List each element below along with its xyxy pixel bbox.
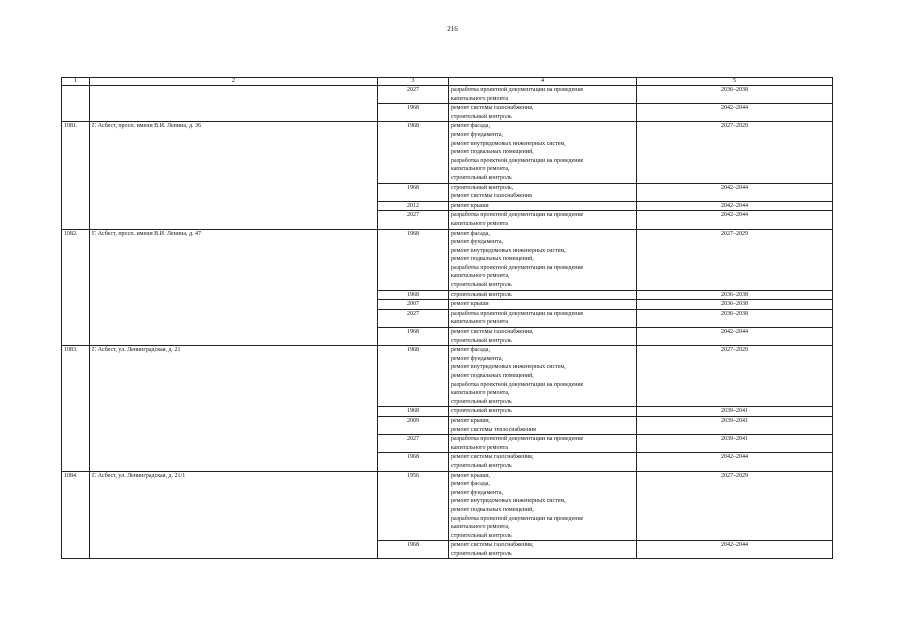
period-cell: 2036–2038	[637, 300, 833, 310]
year-cell: 1956	[378, 471, 449, 541]
building-number	[62, 86, 90, 122]
building-address	[90, 86, 378, 122]
year-cell: 2027	[378, 309, 449, 327]
work-types-cell: строительный контроль	[449, 290, 637, 300]
work-types-cell: ремонт крыши, ремонт системы теплоснабжения	[449, 416, 637, 434]
table-row	[62, 471, 833, 541]
year-cell: 1968	[378, 328, 449, 346]
period-cell: 2036–2038	[637, 309, 833, 327]
period-cell: 2027–2029	[637, 122, 833, 183]
work-types-cell: разработка проектной документации на проведение капитального ремонта	[449, 211, 637, 229]
work-types-cell: ремонт фасада, ремонт фундамента, ремонт внутридомовых инженерных систем, ремонт подвальных помещений, разработка проектной документации на проведение капитального ремонта, строительный контроль	[449, 346, 637, 407]
work-types-cell: ремонт крыши	[449, 201, 637, 211]
column-header: 3	[378, 78, 449, 86]
period-cell: 2042–2044	[637, 104, 833, 122]
work-types-cell: ремонт системы газоснабжения, строительный контроль	[449, 453, 637, 471]
period-cell: 2027–2029	[637, 346, 833, 407]
work-types-cell: ремонт фасада, ремонт фундамента, ремонт внутридомовых инженерных систем, ремонт подвальных помещений, разработка проектной документации на проведение капитального ремонта, строительный контроль	[449, 229, 637, 290]
year-cell: 1968	[378, 122, 449, 183]
building-address: Г. Асбест, просп. имени В.И. Ленина, д. 36	[90, 122, 378, 229]
period-cell: 2042–2044	[637, 201, 833, 211]
table-row	[62, 229, 833, 290]
period-cell: 2036–2038	[637, 290, 833, 300]
work-types-cell: ремонт системы газоснабжения, строительный контроль	[449, 328, 637, 346]
year-cell: 1968	[378, 104, 449, 122]
work-types-cell: разработка проектной документации на проведение капитального ремонта	[449, 86, 637, 104]
building-number: 1083.	[62, 346, 90, 471]
year-cell: 2007	[378, 300, 449, 310]
work-types-cell: ремонт системы газоснабжения, строительный контроль	[449, 541, 637, 559]
building-address: Г. Асбест, ул. Ленинградская, д. 21/1	[90, 471, 378, 559]
year-cell: 1968	[378, 290, 449, 300]
column-header: 2	[90, 78, 378, 86]
work-types-cell: разработка проектной документации на проведение капитального ремонта	[449, 435, 637, 453]
work-types-cell: ремонт фасада, ремонт фундамента, ремонт внутридомовых инженерных систем, ремонт подвальных помещений, разработка проектной документации на проведение капитального ремонта, строительный контроль	[449, 122, 637, 183]
period-cell: 2027–2029	[637, 229, 833, 290]
period-cell: 2036–2038	[637, 86, 833, 104]
period-cell: 2042–2044	[637, 328, 833, 346]
building-address: Г. Асбест, ул. Ленинградская, д. 21	[90, 346, 378, 471]
year-cell: 1968	[378, 453, 449, 471]
year-cell: 2009	[378, 416, 449, 434]
work-types-cell: ремонт крыши	[449, 300, 637, 310]
repair-schedule-table	[61, 77, 833, 559]
period-cell: 2039–2041	[637, 435, 833, 453]
table-body	[62, 78, 833, 559]
period-cell: 2042–2044	[637, 211, 833, 229]
work-types-cell: строительный контроль, ремонт системы газоснабжения	[449, 183, 637, 201]
column-header: 1	[62, 78, 90, 86]
building-number: 1082.	[62, 229, 90, 346]
period-cell: 2042–2044	[637, 183, 833, 201]
period-cell: 2039–2041	[637, 416, 833, 434]
column-header-row	[62, 78, 833, 86]
table-row	[62, 86, 833, 104]
table-row	[62, 346, 833, 407]
building-address: Г. Асбест, просп. имени В.И. Ленина, д. 47	[90, 229, 378, 346]
work-types-cell: ремонт крыши, ремонт фасада, ремонт фундамента, ремонт внутридомовых инженерных систем, ремонт подвальных помещений, разработка проектной документации на проведение капитального ремонта, строительный контроль	[449, 471, 637, 541]
column-header: 5	[637, 78, 833, 86]
work-types-cell: ремонт системы газоснабжения, строительный контроль	[449, 104, 637, 122]
table-row	[62, 122, 833, 183]
year-cell: 1968	[378, 541, 449, 559]
year-cell: 2027	[378, 435, 449, 453]
year-cell: 2027	[378, 211, 449, 229]
page-number: 216	[447, 25, 458, 33]
year-cell: 2012	[378, 201, 449, 211]
year-cell: 1968	[378, 183, 449, 201]
work-types-cell: строительный контроль	[449, 407, 637, 417]
building-number: 1084.	[62, 471, 90, 559]
column-header: 4	[449, 78, 637, 86]
year-cell: 1968	[378, 407, 449, 417]
building-number: 1081.	[62, 122, 90, 229]
period-cell: 2027–2029	[637, 471, 833, 541]
year-cell: 1968	[378, 346, 449, 407]
period-cell: 2042–2044	[637, 541, 833, 559]
period-cell: 2039–2041	[637, 407, 833, 417]
year-cell: 1968	[378, 229, 449, 290]
year-cell: 2027	[378, 86, 449, 104]
work-types-cell: разработка проектной документации на проведение капитального ремонта	[449, 309, 637, 327]
period-cell: 2042–2044	[637, 453, 833, 471]
